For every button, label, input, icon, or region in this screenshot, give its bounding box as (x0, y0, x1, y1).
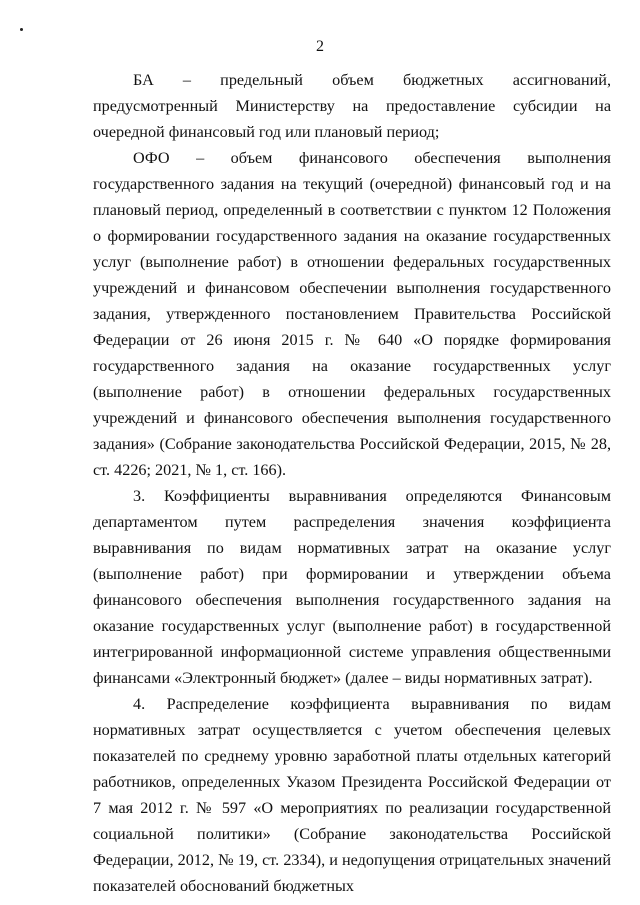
paragraph-item-4: 4. Распределение коэффициента выравнивания по видам нормативных затрат осуществляется с учетом обеспечения целевых показателей по среднему уровню заработной платы отдельных категорий работников, определенных Указом Президента Российской Федерации от 7 мая 2012 г. № 597 «О мероприятиях по реализации государственной социальной политики» (Собрание законодательства Российской Федерации, 2012, № 19, ст. 2334), и недопущения отрицательных значений показателей обоснований бюджетных (93, 695, 611, 895)
document-body (93, 67, 611, 899)
page-number: 2 (316, 38, 324, 55)
paragraph-item-3: 3. Коэффициенты выравнивания определяются Финансовым департаментом путем распределения значения коэффициента выравнивания по видам нормативных затрат на оказание услуг (выполнение работ) при формировании и утверждении объема финансового обеспечения выполнения государственного задания на оказание государственных услуг (выполнение работ) в государственной интегрированной информационной системе управления общественными финансами «Электронный бюджет» (далее – виды нормативных затрат). (93, 487, 611, 687)
scan-mark (20, 28, 23, 31)
paragraph-ba-definition: БА – предельный объем бюджетных ассигнований, предусмотренный Министерству на предоставление субсидии на очередной финансовый год или плановый период; (93, 71, 611, 141)
paragraph-ofo-definition: ОФО – объем финансового обеспечения выполнения государственного задания на текущий (очередной) финансовый год и на плановый период, определенный в соответствии с пунктом 12 Положения о формировании государственного задания на оказание государственных услуг (выполнение работ) в отношении федеральных государственных учреждений и финансовом обеспечении выполнения государственного задания, утвержденного постановлением Правительства Российской Федерации от 26 июня 2015 г. № 640 «О порядке формирования государственного задания на оказание государственных услуг (выполнение работ) в отношении федеральных государственных учреждений и финансового обеспечения выполнения государственного задания» (Собрание законодательства Российской Федерации, 2015, № 28, ст. 4226; 2021, № 1, ст. 166). (93, 149, 611, 479)
